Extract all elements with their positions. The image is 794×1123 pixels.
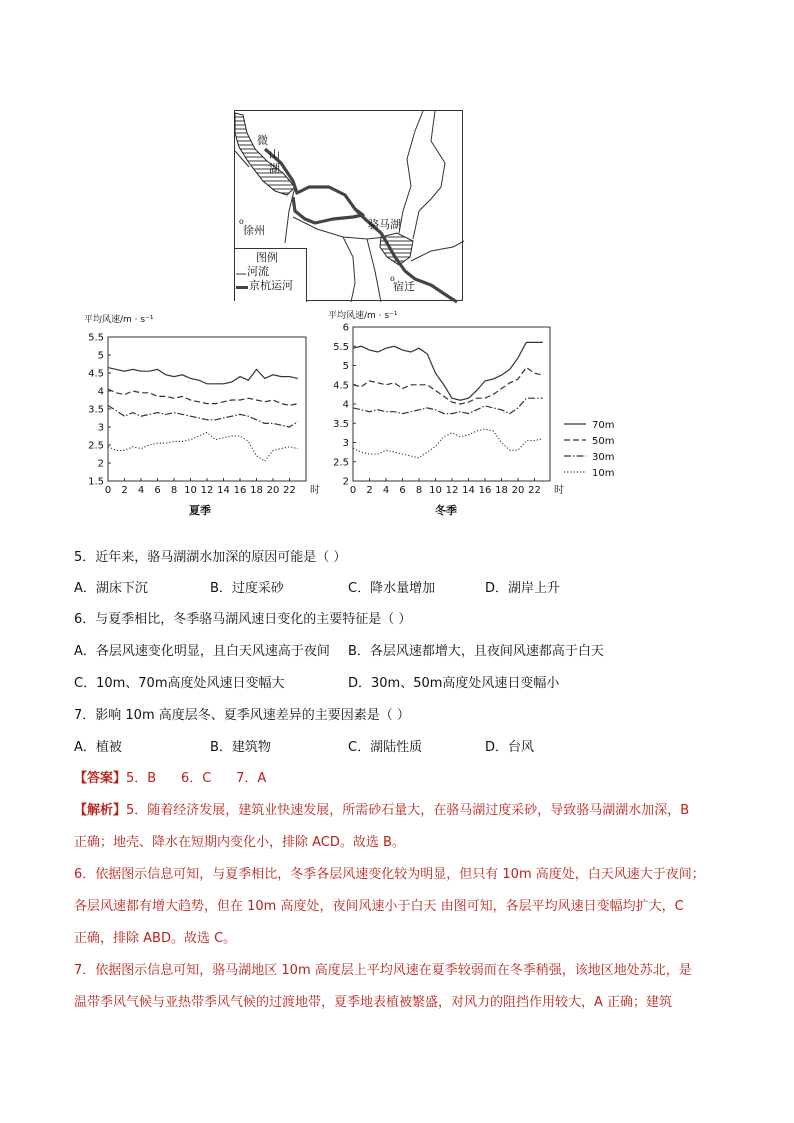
location-map — [234, 110, 463, 301]
summer-y-tick-label: 3 — [97, 422, 104, 434]
winter-chart-title: 冬季 — [435, 504, 457, 517]
legend-title: 图例 — [256, 251, 278, 264]
winter-y-tick-label: 6 — [342, 322, 349, 334]
winter-y-tick-label: 5 — [342, 361, 349, 372]
suqian-dot: o — [390, 274, 395, 283]
xuzhou-dot: o — [239, 217, 244, 226]
summer-y-tick-label: 4 — [97, 386, 104, 398]
legend-river-label: 河流 — [247, 265, 269, 278]
summer-y-tick-label: 2 — [97, 458, 104, 470]
summer-series-50m — [108, 389, 298, 405]
winter-series-10m — [353, 429, 543, 458]
summer-y-tick-label: 1.5 — [88, 476, 104, 488]
winter-x-tick-label: 6 — [399, 485, 406, 496]
winter-x-tick-label: 18 — [495, 485, 508, 496]
q5-option-b: B．过度采砂 — [210, 581, 284, 596]
analysis-line-1 — [74, 802, 730, 820]
summer-x-tick-label: 10 — [184, 485, 197, 496]
answer-text: 5．B 6．C 7．A — [126, 771, 267, 786]
winter-x-tick-label: 14 — [462, 485, 475, 496]
analysis-line-7: 温带季风气候与亚热带季风气候的过渡地带，夏季地表植被繁盛，对风力的阻挡作用较大，A 正确；建筑 — [74, 995, 673, 1010]
winter-series-30m — [353, 398, 543, 413]
analysis-line-4: 各层风速都有增大趋势，但在 10m 高度处，夜间风速小于白天 由图可知，各层平均风速日变幅均扩大，C — [74, 899, 684, 914]
winter-x-tick-label: 0 — [349, 485, 357, 496]
q6-option-a: A．各层风速变化明显，且白天风速高于夜间 — [74, 644, 330, 659]
winter-x-tick-label: 8 — [415, 485, 423, 496]
winter-y-tick-label: 3.5 — [333, 418, 349, 430]
winter-y-axis-label: 平均风速/m · s⁻¹ — [328, 311, 398, 321]
winter-y-tick-label: 3 — [342, 438, 349, 449]
winter-y-tick-label: 4.5 — [333, 380, 349, 392]
weishan-label-1: 微 — [257, 134, 268, 147]
winter-x-unit: 时 — [554, 485, 564, 496]
summer-y-tick-label: 5.5 — [88, 332, 104, 344]
analysis-tag: 【解析】 — [74, 803, 127, 818]
legend-canal-line — [236, 285, 248, 290]
q7-option-c: C．湖陆性质 — [348, 740, 423, 755]
legend-river-line — [236, 272, 246, 276]
winter-series-50m — [353, 367, 543, 404]
winter-y-tick-label: 2 — [342, 476, 349, 488]
analysis-line-2: 正确；地壳、降水在短期内变化小，排除 ACD。故选 B。 — [74, 835, 405, 850]
question-6: 6．与夏季相比，冬季骆马湖风速日变化的主要特征是（ ） — [74, 612, 412, 627]
summer-y-tick-label: 2.5 — [88, 440, 104, 452]
legend-canal-label: 京杭运河 — [249, 279, 293, 292]
summer-x-tick-label: 6 — [154, 485, 161, 496]
summer-x-tick-label: 14 — [217, 485, 230, 496]
analysis-line-5: 正确，排除 ABD。故选 C。 — [74, 931, 237, 946]
answer-tag: 【答案】 — [74, 771, 127, 786]
summer-x-unit: 时 — [310, 485, 320, 496]
q5-option-a: A．湖床下沉 — [74, 581, 148, 596]
analysis-line-3: 6．依据图示信息可知，与夏季相比，冬季各层风速变化较为明显，但只有 10m 高度处，白天风速大于夜间； — [74, 867, 705, 882]
winter-x-tick-label: 22 — [528, 485, 541, 496]
question-5: 5．近年来，骆马湖湖水加深的原因可能是（ ） — [74, 550, 347, 565]
summer-y-axis-label: 平均风速/m · s⁻¹ — [84, 315, 154, 325]
winter-x-tick-label: 16 — [478, 485, 492, 496]
winter-y-tick-label: 4 — [342, 399, 349, 411]
winter-x-tick-label: 2 — [366, 485, 373, 496]
analysis-line-6: 7．依据图示信息可知，骆马湖地区 10m 高度层上平均风速在夏季较弱而在冬季稍强，该地区地处苏北，是 — [74, 963, 692, 978]
weishan-label-3: 湖 — [269, 162, 280, 175]
q5-option-c: C．降水量增加 — [348, 581, 436, 596]
winter-series-70m — [353, 342, 543, 400]
q7-option-a: A．植被 — [74, 740, 122, 755]
summer-y-tick-label: 5 — [97, 350, 104, 362]
winter-y-tick-label: 5.5 — [333, 341, 349, 353]
q7-option-b: B．建筑物 — [210, 740, 271, 755]
q5-option-d: D．湖岸上升 — [485, 581, 561, 596]
xuzhou-label: 徐州 — [243, 224, 265, 237]
summer-x-tick-label: 18 — [250, 485, 263, 496]
winter-x-tick-label: 10 — [429, 485, 442, 496]
summer-chart-title: 夏季 — [189, 504, 211, 517]
summer-y-tick-label: 4.5 — [88, 368, 104, 380]
summer-x-tick-label: 2 — [121, 485, 128, 496]
q6-option-c: C．10m、70m高度处风速日变幅大 — [74, 676, 285, 691]
winter-wind-chart — [320, 305, 564, 520]
q6-option-b: B．各层风速都增大，且夜间风速都高于白天 — [348, 644, 604, 659]
summer-x-tick-label: 4 — [137, 485, 145, 496]
weishan-lake — [235, 113, 295, 195]
winter-x-tick-label: 4 — [382, 485, 390, 496]
winter-y-tick-label: 2.5 — [333, 457, 349, 469]
luoma-label: 骆马湖 — [368, 218, 401, 231]
legend-label-30m: 30m — [592, 452, 615, 463]
summer-x-tick-label: 8 — [170, 485, 178, 496]
legend-label-50m: 50m — [592, 436, 615, 447]
chart-legend — [562, 416, 632, 478]
q6-option-d: D．30m、50m高度处风速日变幅小 — [348, 676, 560, 691]
summer-plot-frame — [108, 337, 306, 481]
summer-wind-chart — [70, 305, 320, 520]
summer-x-tick-label: 20 — [266, 485, 280, 496]
legend-label-10m: 10m — [592, 468, 615, 479]
summer-x-tick-label: 16 — [233, 485, 247, 496]
summer-series-70m — [108, 368, 298, 384]
question-7: 7．影响 10m 高度层冬、夏季风速差异的主要因素是（ ） — [74, 708, 410, 723]
q7-option-d: D．台风 — [485, 740, 535, 755]
summer-x-tick-label: 22 — [283, 485, 296, 496]
summer-series-30m — [108, 405, 298, 427]
suqian-label: 宿迁 — [393, 280, 415, 293]
summer-x-tick-label: 0 — [104, 485, 112, 496]
winter-x-tick-label: 12 — [445, 485, 459, 496]
map-legend — [235, 248, 307, 302]
winter-x-tick-label: 20 — [511, 485, 525, 496]
summer-x-tick-label: 12 — [200, 485, 214, 496]
answer-line — [74, 770, 730, 788]
summer-series-10m — [108, 432, 298, 461]
legend-label-70m: 70m — [592, 420, 615, 431]
summer-y-tick-label: 3.5 — [88, 404, 104, 416]
weishan-label-2: 山 — [269, 148, 280, 161]
analysis-text-1: 5．随着经济发展，建筑业快速发展，所需砂石量大，在骆马湖过度采砂，导致骆马湖湖水加深，B — [126, 803, 690, 818]
